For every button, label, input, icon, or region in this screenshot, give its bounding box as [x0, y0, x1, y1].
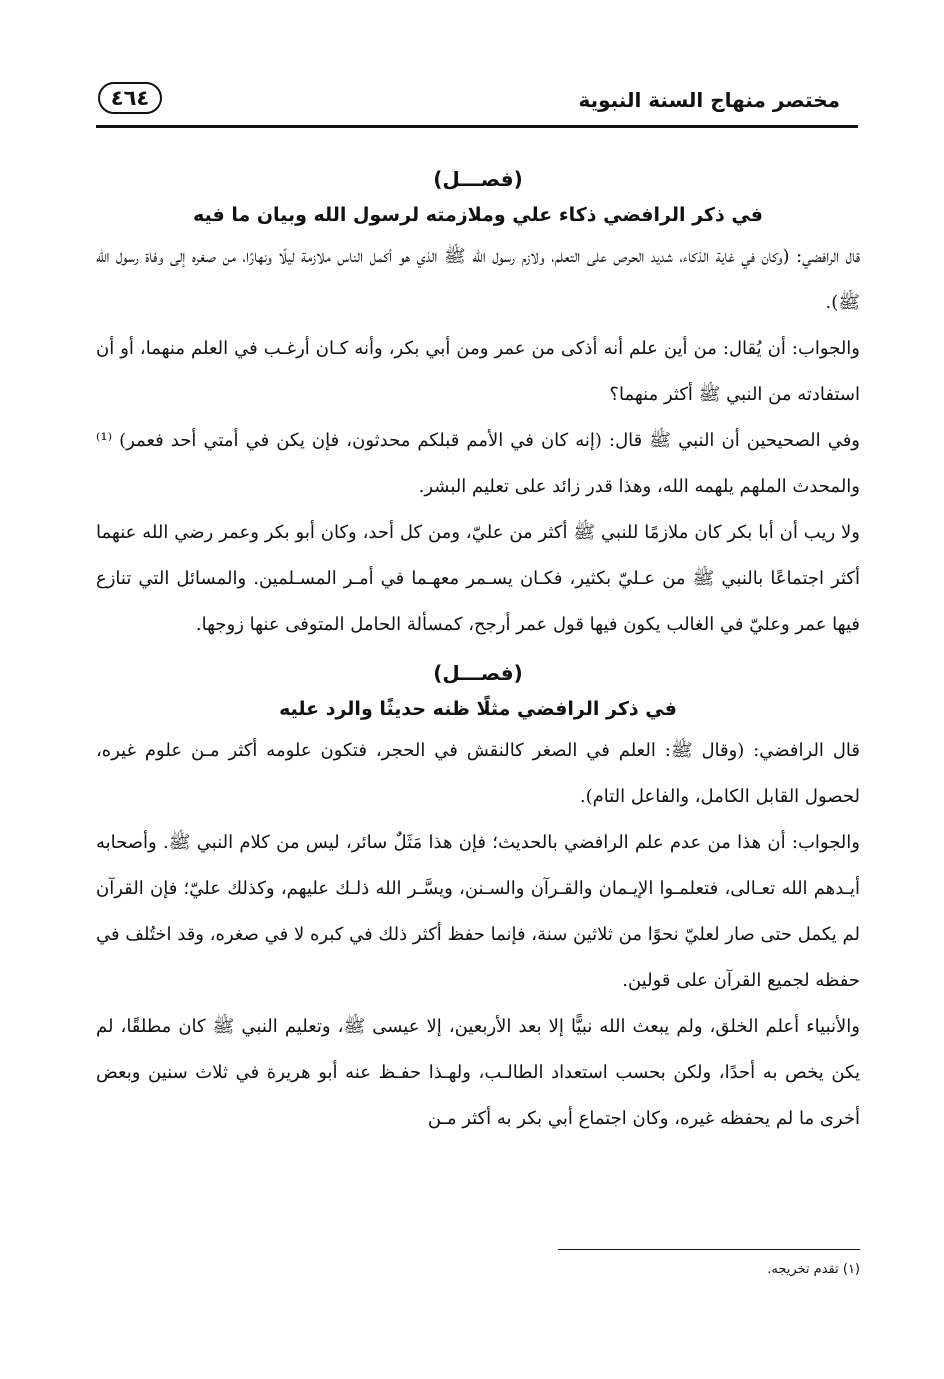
section-subtitle: في ذكر الرافضي ذكاء علي وملازمته لرسول الله وبيان ما فيه — [192, 204, 763, 226]
section-heading: (فصـــل) — [433, 167, 523, 191]
section-2 — [96, 654, 860, 1142]
footnote-divider — [558, 1249, 860, 1250]
paragraph: وفي الصحيحين أن النبي ﷺ قال: (إنه كان في الأمم قبلكم محدثون، فإن يكن في أمتي أحد فعمر) ⁽¹⁾ والمحدث الملهم يلهمه الله، وهذا قدر زائد على تعليم البشر. — [96, 430, 860, 497]
page-number: ٤٦٤ — [98, 82, 162, 114]
footnote: (١) تقدم تخريجه. — [767, 1262, 860, 1277]
section-heading: (فصـــل) — [433, 661, 523, 685]
section-1 — [96, 160, 860, 648]
book-title: مختصر منهاج السنة النبوية — [578, 88, 840, 112]
paragraph: والجواب: أن هذا من عدم علم الرافضي بالحديث؛ فإن هذا مَثَلٌ سائر، ليس من كلام النبي ﷺ. وأصحابه أيـدهم الله تعـالى، فتعلمـوا الإيـمان والقـرآن والسـنن، ويسَّـر الله ذلـك عليهم، وكذلك عليّ؛ فإن القرآن لم يكمل حتى صار لعليّ نحوًا من ثلاثين سنة، فإنما حفظ أكثر ذلك في كبره لا في صغره، وقد اختُلف في حفظه لجميع القرآن على قولين. — [96, 832, 860, 991]
page-body — [96, 160, 860, 1142]
paragraph: قال الرافضي: (وقال ﷺ: العلم في الصغر كالنقش في الحجر، فتكون علومه أكثر مـن علوم غيره، لحصول القابل الكامل، والفاعل التام). — [96, 740, 860, 807]
page-header — [98, 82, 840, 126]
paragraph: قال الرافضي: (وكان في غاية الذكاء، شديد الحرص على التعلم، ولازم رسول الله ﷺ الذي هو أكمل الناس ملازمة ليلًا ونهارًا، من صغره إلى وفاة رسول الله ﷺ). — [96, 246, 860, 313]
paragraph: والجواب: أن يُقال: من أين علم أنه أذكى من عمر ومن أبي بكر، وأنه كـان أرغـب في العلم منهما، أو أن استفادته من النبي ﷺ أكثر منهما؟ — [96, 338, 860, 405]
header-divider — [96, 125, 858, 128]
paragraph: والأنبياء أعلم الخلق، ولم يبعث الله نبيًّا إلا بعد الأربعين، إلا عيسى ﷺ، وتعليم النبي ﷺ كان مطلقًا، لم يكن يخص به أحدًا، ولكن بحسب استعداد الطالـب، ولهـذا حفـظ عنه أبو هريرة في ثلاث سنين وبعض أخرى ما لم يحفظه غيره، وكان اجتماع أبي بكر به أكثر مـن — [96, 1016, 860, 1129]
paragraph: ولا ريب أن أبا بكر كان ملازمًا للنبي ﷺ أكثر من عليّ، ومن كل أحد، وكان أبو بكر وعمر رضي الله عنهما أكثر اجتماعًا بالنبي ﷺ من عـليّ بكثير، فكـان يسـمر معهـما في أمـر المسـلمين. والمسائل التي تنازع فيها عمر وعليّ في الغالب يكون فيها قول عمر أرجح، كمسألة الحامل المتوفى عنها زوجها. — [96, 522, 860, 635]
section-subtitle: في ذكر الرافضي مثلًا ظنه حديثًا والرد عليه — [279, 698, 677, 720]
